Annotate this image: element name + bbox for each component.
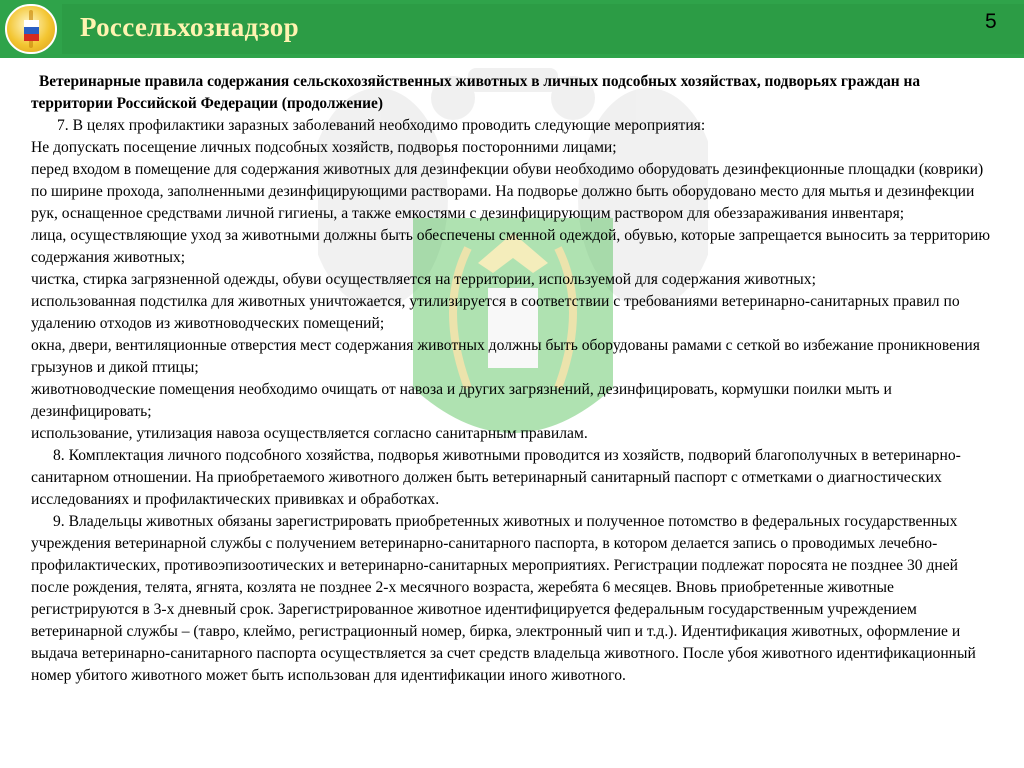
- flag-stripe-blue: [24, 27, 39, 34]
- paragraph-item-6: окна, двери, вентиляционные отверстия мест содержания животных должны быть оборудованы рамами с сеткой во избежание проникновения грызунов и дикой птицы;: [31, 337, 980, 376]
- brand-title: Россельхознадзор: [80, 12, 299, 42]
- paragraph-9: 9. Владельцы животных обязаны зарегистрировать приобретенных животных и полученное потомство в федеральных государственных учреждения ветеринарной службы с получением ветеринарно-санитарного паспорта, в котором делается запись о проводимых лечебно-профилактических, противоэпизоотических и ветеринарно-санитарных мероприятиях. Регистрации подлежат поросята не позднее 30 дней после рождения, телята, ягнята, козлята не позднее 2-х месячного возраста, жеребята 6 месяцев. Вновь приобретенные животные регистрируются в 3-х дневный срок. Зарегистрированное животное идентифицируется федеральным государственным учреждением ветеринарной службы – (тавро, клеймо, регистрационный номер, бирка, электронный чип и т.д.). Идентификация животных, оформление и выдача ветеринарно-санитарного паспорта осуществляется за счет средств владельца животного. После убоя животного идентификационный номер убитого животного может быть использован для идентификации иного животного.: [31, 513, 976, 684]
- paragraph-item-5: использованная подстилка для животных уничтожается, утилизируется в соответствии с требованиями ветеринарно-санитарных правил по удалению отходов из животноводческих помещений;: [31, 293, 960, 332]
- document-heading: Ветеринарные правила содержания сельскохозяйственных животных в личных подсобных хозяйствах, подворьях граждан на территории Российской Федерации (продолжение): [31, 73, 921, 112]
- paragraph-7: 7. В целях профилактики заразных заболеваний необходимо проводить следующие мероприятия:: [57, 117, 706, 134]
- paragraph-item-8: использование, утилизация навоза осуществляется согласно санитарным правилам.: [31, 425, 588, 442]
- emblem-wheat-flag-icon: [5, 4, 57, 54]
- slide-number: 5: [985, 10, 997, 33]
- document-body: [31, 71, 996, 687]
- flag-stripe-red: [24, 34, 39, 41]
- paragraph-item-3: лица, осуществляющие уход за животными должны быть обеспечены сменной одеждой, обувью, которые запрещается выносить за территорию содержания животных;: [31, 227, 991, 266]
- paragraph-item-2: перед входом в помещение для содержания животных для дезинфекции обуви необходимо оборудовать дезинфекционные площадки (коврики) по ширине прохода, заполненными дезинфицирующими растворами. На подворье должно быть оборудовано место для мытья и дезинфекции рук, оснащенное средствами личной гигиены, а также емкостями с дезинфицирующим раствором для обеззараживания инвентаря;: [31, 161, 984, 222]
- flag-stripe-white: [24, 20, 39, 27]
- paragraph-item-1: Не допускать посещение личных подсобных хозяйств, подворья посторонними лицами;: [31, 139, 617, 156]
- paragraph-item-7: животноводческие помещения необходимо очищать от навоза и других загрязнений, дезинфицировать, кормушки поилки мыть и дезинфицировать;: [31, 381, 892, 420]
- paragraph-8: 8. Комплектация личного подсобного хозяйства, подворья животными проводится из хозяйств, подворий благополучных в ветеринарно-санитарном отношении. На приобретаемого животного должен быть ветеринарный санитарный паспорт с отметками о диагностических исследованиях и профилактических прививках и обработках.: [31, 447, 961, 508]
- paragraph-item-4: чистка, стирка загрязненной одежды, обуви осуществляется на территории, используемой для содержания животных;: [31, 271, 816, 288]
